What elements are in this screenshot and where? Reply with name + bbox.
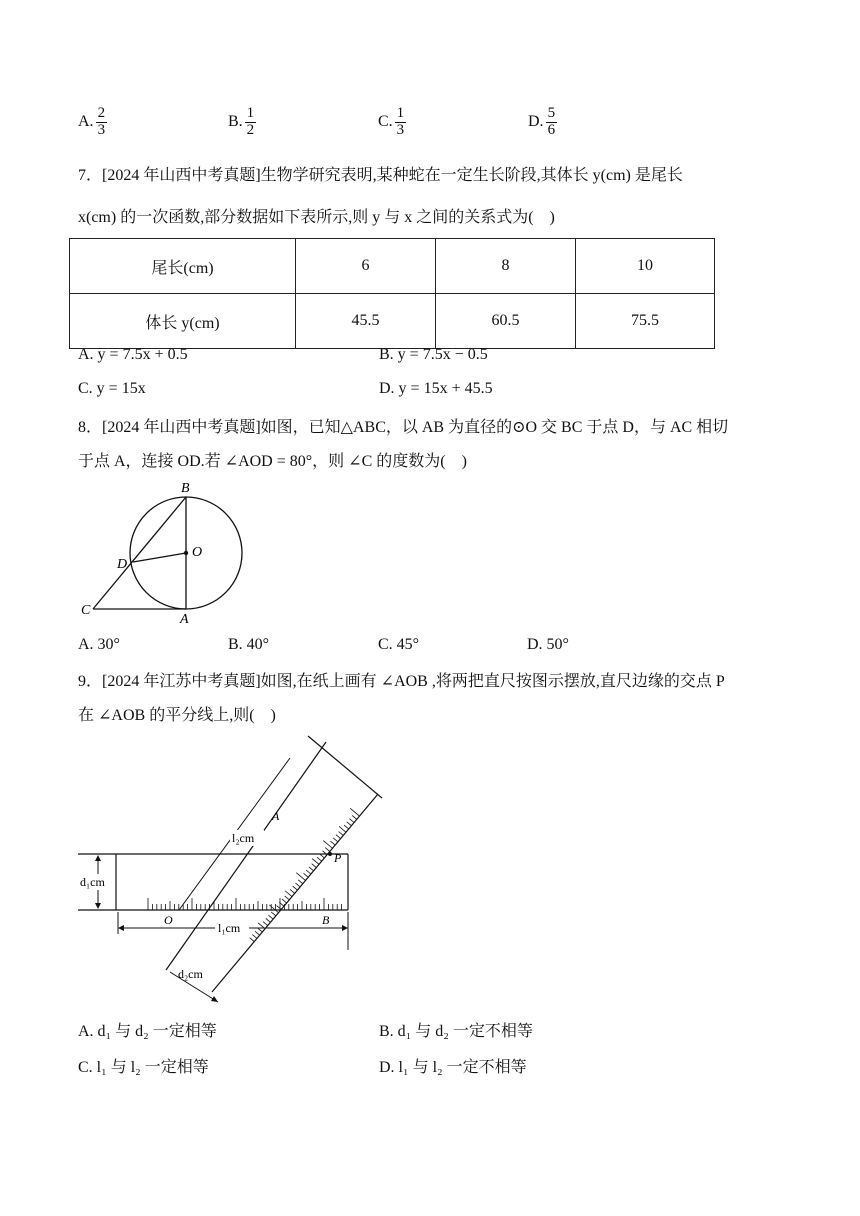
ruler-tick bbox=[309, 867, 314, 871]
label-c: C bbox=[81, 603, 91, 618]
q6-option-d-fraction bbox=[546, 106, 558, 139]
ruler-tick bbox=[352, 815, 357, 819]
ruler-tick bbox=[268, 915, 273, 919]
d2-arrow bbox=[211, 996, 218, 1002]
q7-option-c[interactable]: C. y = 15x bbox=[78, 380, 146, 397]
q6-option-a[interactable] bbox=[78, 106, 228, 139]
d1-arrow-top bbox=[95, 855, 101, 861]
label-b: B bbox=[181, 481, 190, 496]
ruler-tick bbox=[295, 883, 300, 887]
label-o: O bbox=[192, 545, 203, 560]
ruler-tick bbox=[277, 906, 282, 910]
ruler1-ticks bbox=[148, 898, 342, 910]
ruler-tick bbox=[333, 838, 338, 842]
table-cell: 60.5 bbox=[436, 294, 576, 349]
label-p: P bbox=[334, 851, 342, 865]
fraction-numerator: 1 bbox=[246, 105, 255, 121]
label-a: A bbox=[272, 809, 280, 823]
segment-bc bbox=[93, 497, 186, 609]
segment-od bbox=[133, 553, 186, 562]
ruler-tick bbox=[266, 918, 271, 922]
q6-option-a-fraction bbox=[96, 106, 108, 139]
q7-option-a[interactable]: A. y = 7.5x + 0.5 bbox=[78, 346, 188, 363]
q6-option-c-fraction bbox=[395, 106, 407, 139]
table-cell: 45.5 bbox=[296, 294, 436, 349]
q8-circle-figure bbox=[75, 478, 255, 628]
ruler-tick bbox=[347, 822, 352, 826]
q9-option-a[interactable]: A. d₁ 与 d₂ 一定相等 bbox=[78, 1023, 217, 1040]
q7-stem-line1: 7．[2024 年山西中考真题]生物学研究表明,某种蛇在一定生长阶段,其体长 y(cm) 是尾长 bbox=[78, 167, 683, 184]
ruler-tick bbox=[350, 808, 359, 816]
ruler-tick bbox=[320, 854, 325, 858]
q6-options bbox=[78, 106, 678, 139]
q8-option-b[interactable]: B. 40° bbox=[228, 636, 270, 653]
ruler-tick bbox=[293, 886, 298, 890]
q8-option-d[interactable]: D. 50° bbox=[527, 636, 569, 653]
q9-stem-line2: 在 ∠AOB 的平分线上,则( ) bbox=[78, 707, 276, 724]
ruler-tick bbox=[290, 889, 295, 893]
q8-option-a[interactable]: A. 30° bbox=[78, 636, 120, 653]
table-row bbox=[70, 239, 715, 294]
label-d: D bbox=[117, 557, 128, 572]
table-cell-label: 体长 y(cm) bbox=[70, 294, 296, 349]
q9-option-c[interactable]: C. l₁ 与 l₂ 一定相等 bbox=[78, 1059, 209, 1076]
ruler-tick bbox=[312, 859, 319, 865]
q6-option-b-fraction bbox=[245, 106, 257, 139]
table-cell: 75.5 bbox=[576, 294, 715, 349]
ruler-tick bbox=[306, 870, 311, 874]
fraction-denominator: 6 bbox=[547, 121, 556, 138]
center-point bbox=[184, 551, 188, 555]
q6-option-d-letter: D. bbox=[528, 113, 544, 131]
q9-ruler-figure bbox=[72, 728, 392, 1008]
table-row bbox=[70, 294, 715, 349]
l1-arrow-right bbox=[342, 925, 348, 931]
ruler2-lower-edge bbox=[212, 794, 378, 992]
d1-arrow-bottom bbox=[95, 903, 101, 909]
ruler-tick bbox=[271, 912, 276, 916]
ruler-tick bbox=[298, 880, 303, 884]
q7-option-d[interactable]: D. y = 15x + 45.5 bbox=[379, 380, 493, 397]
label-l1: l₁cm bbox=[218, 921, 241, 935]
ruler2-top-end bbox=[308, 736, 382, 798]
table-cell: 10 bbox=[576, 239, 715, 294]
ruler-tick bbox=[250, 938, 255, 942]
ruler-tick bbox=[282, 899, 287, 903]
label-b: B bbox=[322, 913, 330, 927]
fraction-numerator: 1 bbox=[396, 105, 405, 121]
ruler-tick bbox=[312, 864, 317, 868]
q9-option-b[interactable]: B. d₁ 与 d₂ 一定不相等 bbox=[379, 1023, 533, 1040]
q6-option-c-letter: C. bbox=[378, 113, 393, 131]
label-l2: l₂cm bbox=[232, 831, 255, 845]
q9-option-d[interactable]: D. l₁ 与 l₂ 一定不相等 bbox=[379, 1059, 527, 1076]
label-o: O bbox=[164, 913, 173, 927]
ruler-tick bbox=[263, 922, 268, 926]
q7-option-b[interactable]: B. y = 7.5x − 0.5 bbox=[379, 346, 488, 363]
ruler-tick bbox=[325, 848, 330, 852]
fraction-numerator: 5 bbox=[547, 105, 556, 121]
ruler-tick bbox=[258, 928, 263, 932]
q9-stem-line1: 9．[2024 年江苏中考真题]如图,在纸上画有 ∠AOB ,将两把直尺按图示摆放,直尺边缘的交点 P bbox=[78, 673, 725, 690]
q7-data-table bbox=[69, 238, 715, 349]
table-cell-label: 尾长(cm) bbox=[70, 239, 296, 294]
q7-stem-line2: x(cm) 的一次函数,部分数据如下表所示,则 y 与 x 之间的关系式为( ) bbox=[78, 209, 555, 226]
ruler-tick bbox=[255, 931, 260, 935]
ruler-tick bbox=[344, 825, 349, 829]
q8-option-c[interactable]: C. 45° bbox=[378, 636, 420, 653]
q6-option-a-letter: A. bbox=[78, 113, 94, 131]
ruler-tick bbox=[304, 873, 309, 877]
ruler-tick bbox=[339, 832, 344, 836]
l1-arrow-left bbox=[118, 925, 124, 931]
ruler-tick bbox=[317, 857, 322, 861]
ruler-tick bbox=[349, 819, 354, 823]
fraction-denominator: 2 bbox=[246, 121, 255, 138]
q8-stem-line2: 于点 A，连接 OD.若 ∠AOD = 80°，则 ∠C 的度数为( ) bbox=[78, 453, 467, 470]
table-cell: 8 bbox=[436, 239, 576, 294]
point-p bbox=[328, 852, 332, 856]
ruler-tick bbox=[331, 841, 336, 845]
label-d1: d₁cm bbox=[80, 875, 105, 889]
q6-option-c[interactable] bbox=[378, 106, 528, 139]
fraction-denominator: 3 bbox=[396, 121, 405, 138]
ruler-tick bbox=[285, 896, 290, 900]
q6-option-b-letter: B. bbox=[228, 113, 243, 131]
label-a: A bbox=[180, 612, 189, 627]
ruler-tick bbox=[336, 835, 341, 839]
q6-option-b[interactable] bbox=[228, 106, 378, 139]
table-cell: 6 bbox=[296, 239, 436, 294]
ruler-tick bbox=[252, 935, 257, 939]
ruler-tick bbox=[339, 826, 346, 832]
q8-stem-line1: 8．[2024 年山西中考真题]如图，已知△ABC，以 AB 为直径的⊙O 交 BC 于点 D，与 AC 相切 bbox=[78, 419, 729, 436]
q6-option-d[interactable] bbox=[528, 106, 678, 139]
fraction-numerator: 2 bbox=[97, 105, 106, 121]
ruler-tick bbox=[285, 891, 292, 897]
label-d2: d₂cm bbox=[178, 967, 203, 981]
fraction-denominator: 3 bbox=[97, 121, 106, 138]
